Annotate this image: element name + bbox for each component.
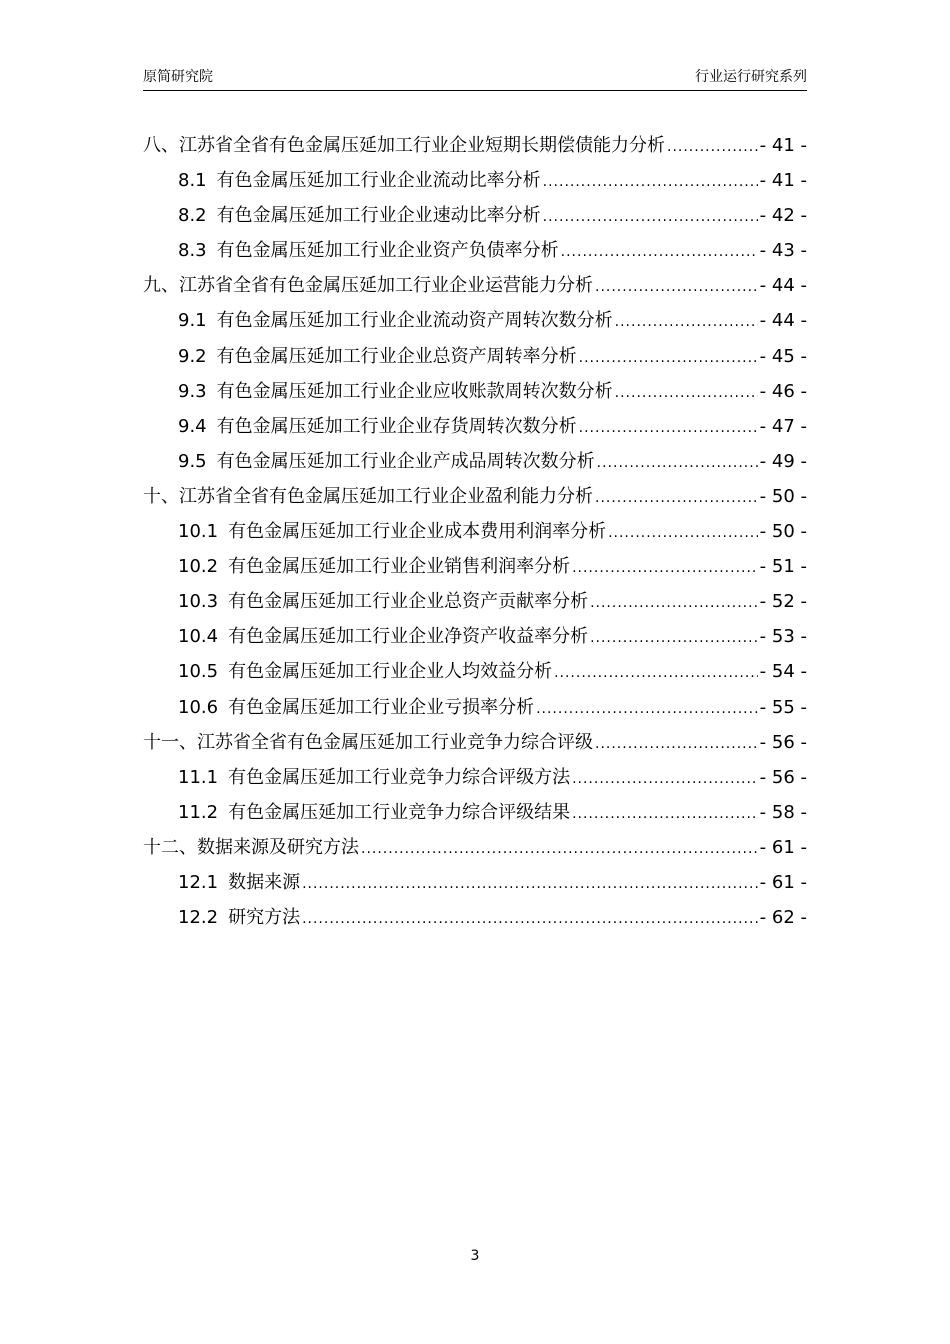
toc-page-number: - 62 -	[759, 907, 807, 929]
toc-page-number: - 44 -	[759, 275, 807, 297]
toc-page-number: - 45 -	[759, 345, 807, 367]
toc-section-entry[interactable]	[143, 795, 807, 830]
toc-dot-leader	[579, 411, 758, 446]
toc-section-entry[interactable]	[143, 303, 807, 338]
toc-entry-title: 十一、江苏省全省有色金属压延加工行业竞争力综合评级	[143, 731, 593, 753]
toc-section-number: 12.1	[178, 871, 219, 893]
toc-entry-title: 有色金属压延加工行业企业流动比率分析	[216, 170, 541, 192]
toc-entry-label	[178, 584, 588, 619]
toc-dot-leader	[302, 902, 758, 937]
page-header	[143, 66, 807, 91]
toc-page-number: - 44 -	[759, 310, 807, 332]
toc-entry-label	[178, 444, 595, 479]
toc-page-number: - 51 -	[759, 556, 807, 578]
toc-page-number: - 58 -	[759, 801, 807, 823]
toc-section-entry[interactable]	[143, 339, 807, 374]
toc-entry-label	[143, 479, 593, 514]
toc-section-number: 8.2	[178, 205, 207, 227]
toc-entry-label	[143, 830, 359, 865]
toc-dot-leader	[543, 200, 758, 235]
toc-entry-title: 十二、数据来源及研究方法	[143, 836, 359, 858]
toc-section-number: 11.2	[178, 801, 219, 823]
toc-entry-title: 九、江苏省全省有色金属压延加工行业企业运营能力分析	[143, 275, 593, 297]
toc-entry-label	[178, 795, 570, 830]
toc-section-number: 10.4	[178, 626, 219, 648]
toc-section-entry[interactable]	[143, 549, 807, 584]
toc-dot-leader	[554, 656, 758, 691]
toc-page-number: - 50 -	[759, 521, 807, 543]
toc-section-number: 10.6	[178, 696, 219, 718]
toc-page-number: - 42 -	[759, 205, 807, 227]
toc-entry-title: 有色金属压延加工行业企业总资产周转率分析	[216, 345, 577, 367]
toc-dot-leader	[615, 305, 758, 340]
toc-section-number: 10.3	[178, 591, 219, 613]
toc-entry-title: 数据来源	[228, 871, 301, 893]
toc-page-number: - 41 -	[759, 170, 807, 192]
toc-section-number: 9.3	[178, 380, 207, 402]
toc-page-number: - 61 -	[759, 871, 807, 893]
toc-entry-label	[178, 198, 541, 233]
toc-dot-leader	[597, 446, 758, 481]
toc-dot-leader	[615, 376, 758, 411]
toc-chapter-entry[interactable]	[143, 479, 807, 514]
toc-chapter-entry[interactable]	[143, 725, 807, 760]
toc-dot-leader	[595, 727, 758, 762]
toc-page-number: - 43 -	[759, 240, 807, 262]
toc-section-entry[interactable]	[143, 690, 807, 725]
toc-entry-title: 有色金属压延加工行业企业速动比率分析	[216, 205, 541, 227]
toc-page-number: - 47 -	[759, 415, 807, 437]
toc-section-number: 9.4	[178, 415, 207, 437]
toc-section-number: 11.1	[178, 766, 219, 788]
toc-entry-title: 有色金属压延加工行业竞争力综合评级结果	[228, 801, 571, 823]
toc-page-number: - 50 -	[759, 485, 807, 507]
toc-dot-leader	[590, 621, 758, 656]
toc-section-number: 9.5	[178, 450, 207, 472]
toc-entry-label	[178, 409, 577, 444]
toc-entry-label	[178, 690, 534, 725]
toc-entry-label	[178, 549, 570, 584]
toc-dot-leader	[543, 165, 758, 200]
toc-entry-label	[143, 268, 593, 303]
toc-entry-label	[178, 339, 577, 374]
toc-section-number: 10.1	[178, 521, 219, 543]
toc-section-number: 12.2	[178, 907, 219, 929]
toc-page-number: - 61 -	[759, 836, 807, 858]
toc-entry-label	[178, 303, 613, 338]
toc-page-number: - 53 -	[759, 626, 807, 648]
toc-entry-title: 有色金属压延加工行业企业存货周转次数分析	[216, 415, 577, 437]
header-organization: 原简研究院	[143, 69, 213, 85]
toc-section-entry[interactable]	[143, 654, 807, 689]
toc-entry-title: 有色金属压延加工行业企业流动资产周转次数分析	[216, 310, 613, 332]
toc-section-entry[interactable]	[143, 374, 807, 409]
toc-chapter-entry[interactable]	[143, 830, 807, 865]
toc-dot-leader	[579, 341, 758, 376]
toc-section-number: 10.5	[178, 661, 219, 683]
toc-dot-leader	[595, 270, 758, 305]
toc-section-entry[interactable]	[143, 619, 807, 654]
toc-page-number: - 49 -	[759, 450, 807, 472]
toc-section-entry[interactable]	[143, 233, 807, 268]
toc-chapter-entry[interactable]	[143, 128, 807, 163]
toc-page-number: - 46 -	[759, 380, 807, 402]
toc-section-entry[interactable]	[143, 760, 807, 795]
toc-entry-label	[178, 619, 588, 654]
toc-entry-label	[178, 163, 541, 198]
toc-entry-title: 有色金属压延加工行业企业亏损率分析	[228, 696, 535, 718]
toc-section-entry[interactable]	[143, 163, 807, 198]
toc-entry-title: 十、江苏省全省有色金属压延加工行业企业盈利能力分析	[143, 485, 593, 507]
toc-dot-leader	[608, 516, 758, 551]
toc-entry-label	[178, 233, 559, 268]
toc-dot-leader	[572, 551, 758, 586]
toc-section-entry[interactable]	[143, 514, 807, 549]
page-number: 3	[470, 1248, 480, 1264]
toc-section-entry[interactable]	[143, 584, 807, 619]
toc-dot-leader	[561, 235, 758, 270]
toc-section-number: 8.3	[178, 240, 207, 262]
toc-dot-leader	[572, 797, 758, 832]
toc-section-entry[interactable]	[143, 444, 807, 479]
table-of-contents	[143, 128, 807, 935]
toc-section-number: 9.2	[178, 345, 207, 367]
toc-page-number: - 52 -	[759, 591, 807, 613]
toc-section-number: 10.2	[178, 556, 219, 578]
toc-entry-title: 有色金属压延加工行业企业人均效益分析	[228, 661, 553, 683]
toc-section-number: 9.1	[178, 310, 207, 332]
toc-dot-leader	[302, 867, 758, 902]
toc-entry-title: 有色金属压延加工行业企业应收账款周转次数分析	[216, 380, 613, 402]
toc-entry-title: 有色金属压延加工行业企业总资产贡献率分析	[228, 591, 589, 613]
toc-entry-label	[178, 374, 613, 409]
toc-page-number: - 56 -	[759, 731, 807, 753]
toc-entry-title: 八、江苏省全省有色金属压延加工行业企业短期长期偿债能力分析	[143, 135, 665, 156]
toc-entry-title: 有色金属压延加工行业企业产成品周转次数分析	[216, 450, 595, 472]
toc-page-number: - 55 -	[759, 696, 807, 718]
toc-entry-title: 有色金属压延加工行业企业净资产收益率分析	[228, 626, 589, 648]
toc-entry-title: 有色金属压延加工行业企业成本费用利润率分析	[228, 521, 607, 543]
toc-entry-label	[143, 128, 665, 163]
toc-entry-label	[178, 865, 300, 900]
toc-entry-label	[178, 514, 606, 549]
toc-dot-leader	[361, 832, 758, 867]
toc-dot-leader	[667, 130, 758, 165]
toc-entry-label	[143, 725, 593, 760]
toc-dot-leader	[595, 481, 758, 516]
toc-entry-title: 有色金属压延加工行业企业资产负债率分析	[216, 240, 559, 262]
toc-dot-leader	[590, 586, 758, 621]
toc-entry-title: 研究方法	[228, 907, 301, 929]
toc-section-entry[interactable]	[143, 865, 807, 900]
toc-entry-label	[178, 760, 570, 795]
toc-entry-label	[178, 900, 300, 935]
toc-dot-leader	[536, 692, 758, 727]
toc-page-number: - 41 -	[759, 135, 807, 156]
toc-section-entry[interactable]	[143, 198, 807, 233]
toc-entry-title: 有色金属压延加工行业竞争力综合评级方法	[228, 766, 571, 788]
toc-entry-title: 有色金属压延加工行业企业销售利润率分析	[228, 556, 571, 578]
toc-chapter-entry[interactable]	[143, 268, 807, 303]
toc-section-entry[interactable]	[143, 900, 807, 935]
toc-entry-label	[178, 654, 552, 689]
toc-page-number: - 56 -	[759, 766, 807, 788]
toc-section-number: 8.1	[178, 170, 207, 192]
toc-page-number: - 54 -	[759, 661, 807, 683]
header-series-title: 行业运行研究系列	[695, 69, 807, 85]
toc-section-entry[interactable]	[143, 409, 807, 444]
toc-dot-leader	[572, 762, 758, 797]
